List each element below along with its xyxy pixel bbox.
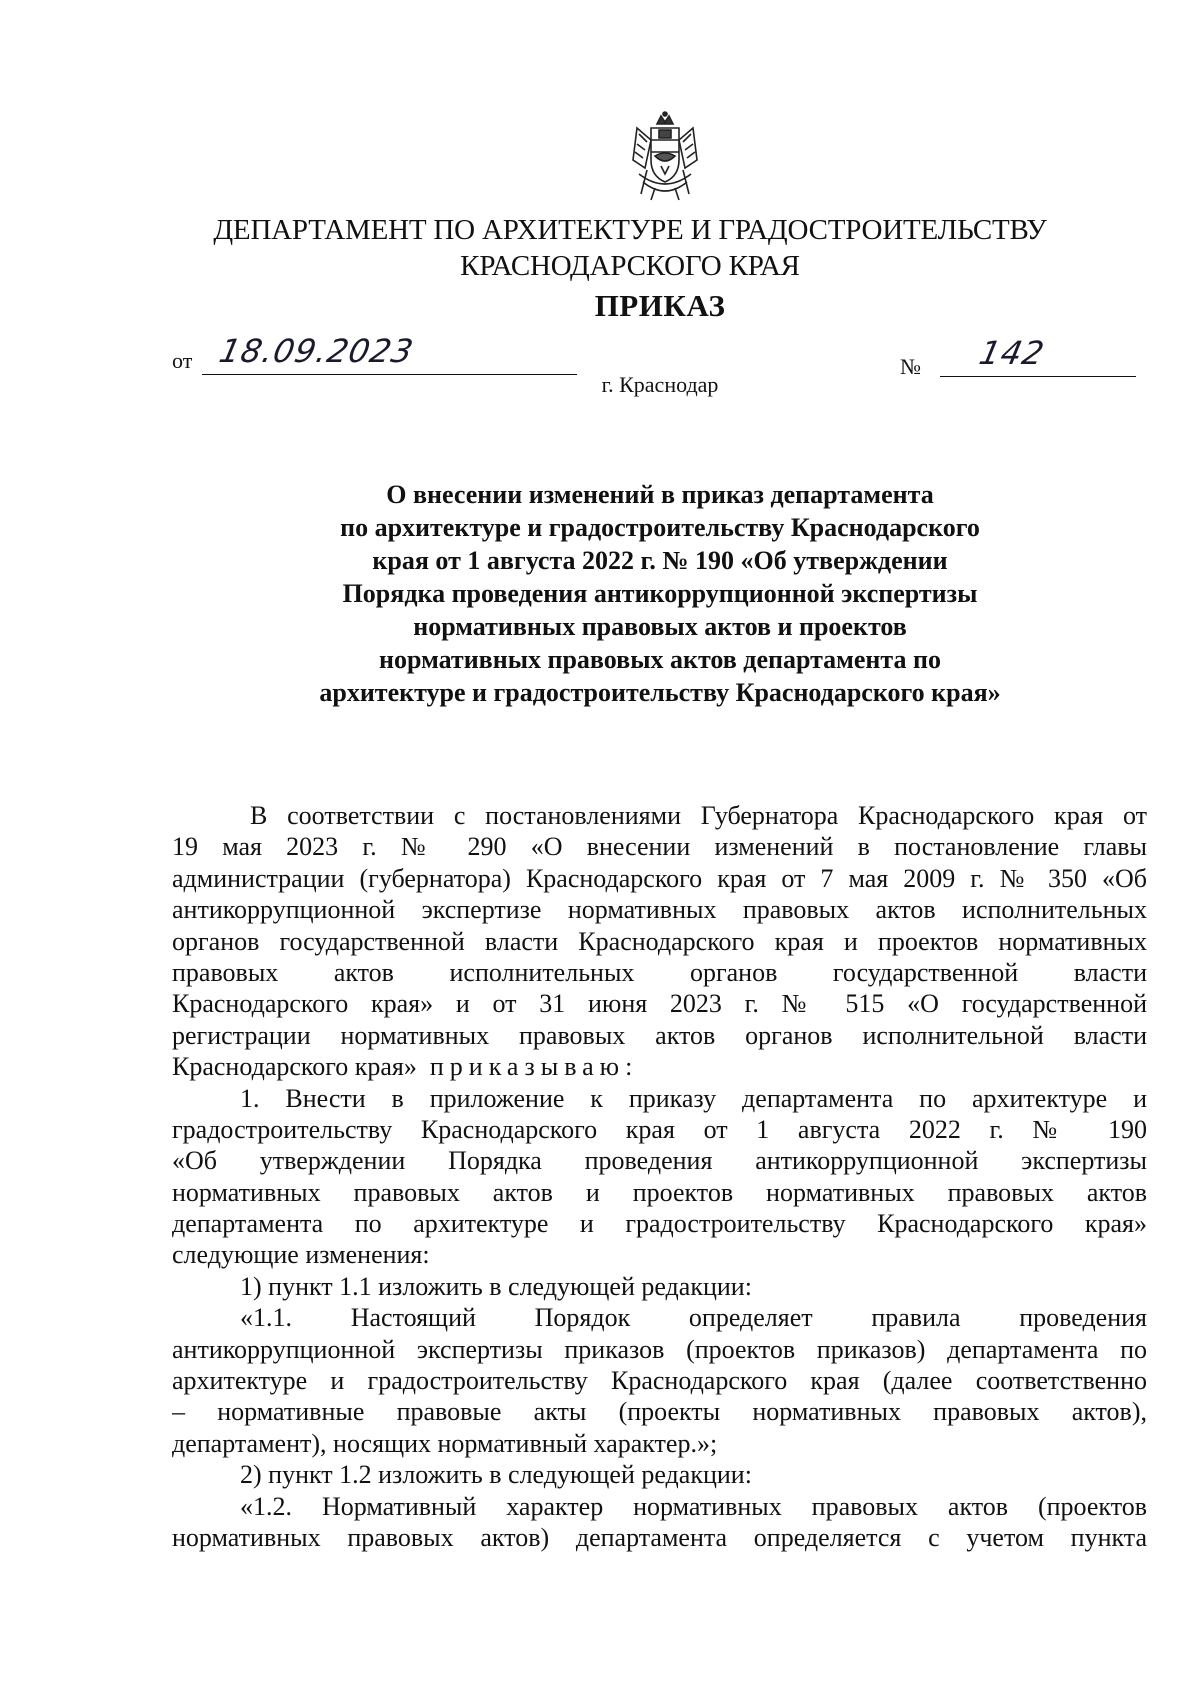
body-line: архитектуре и градостроительству Краснодарского края (далее соответственно xyxy=(172,1366,1147,1396)
body-line xyxy=(172,1051,1147,1082)
body-line: антикоррупционной экспертизы приказов (проектов приказов) департамента по xyxy=(172,1334,1147,1364)
body-line: следующие изменения: xyxy=(172,1240,430,1270)
body-line: нормативных правовых актов) департамента определяется с учетом пункта xyxy=(172,1522,1147,1552)
subject-line: края от 1 августа 2022 г. № 190 «Об утверждении xyxy=(372,546,948,575)
handwritten-number: 142 xyxy=(975,334,1049,372)
document-type: ПРИКАЗ xyxy=(594,288,726,323)
body-line: 19 мая 2023 г. № 290 «О внесении изменений в постановление главы xyxy=(172,832,1147,862)
order-subject xyxy=(230,478,1090,709)
body-line: В соответствии с постановлениями Губернатора Краснодарского края от xyxy=(250,801,1147,830)
body-line: 1) пункт 1.1 изложить в следующей редакции: xyxy=(240,1271,752,1301)
department-name xyxy=(150,212,1110,284)
subject-line: нормативных правовых актов и проектов xyxy=(413,612,907,641)
body-line: администрации (губернатора) Краснодарского края от 7 мая 2009 г. № 350 «Об xyxy=(172,863,1147,893)
handwritten-date: 18.09.2023 xyxy=(215,332,418,370)
subject-line: по архитектуре и градостроительству Краснодарского xyxy=(340,513,980,542)
preamble-last: Краснодарского края» xyxy=(172,1052,417,1082)
coat-of-arms-icon xyxy=(625,110,705,202)
body-line: Краснодарского края» и от 31 июня 2023 г. № 515 «О государственной xyxy=(172,989,1147,1019)
body-line: регистрации нормативных правовых актов органов исполнительной власти xyxy=(172,1020,1147,1050)
body-line: правовых актов исполнительных органов государственной власти xyxy=(172,957,1147,987)
body-line: градостроительству Краснодарского края от 1 августа 2022 г. № 190 xyxy=(172,1114,1147,1144)
body-line: «1.1. Настоящий Порядок определяет правила проведения xyxy=(240,1303,1147,1333)
subject-line: Порядка проведения антикоррупционной экспертизы xyxy=(342,579,978,608)
body-line: департамент), носящих нормативный характер.»; xyxy=(172,1428,718,1458)
body-line: 1. Внести в приложение к приказу департамента по архитектуре и xyxy=(240,1083,1147,1113)
body-line: органов государственной власти Краснодарского края и проектов нормативных xyxy=(172,926,1147,956)
subject-line: О внесении изменений в приказ департамента xyxy=(386,480,934,509)
order-body xyxy=(172,800,1147,1553)
city: г. Краснодар xyxy=(601,372,719,397)
number-prefix: № xyxy=(900,354,921,379)
department-name-line1: ДЕПАРТАМЕНТ ПО АРХИТЕКТУРЕ И ГРАДОСТРОИТЕЛЬСТВУ xyxy=(213,214,1047,246)
subject-line: архитектуре и градостроительству Краснодарского края» xyxy=(319,678,1001,707)
order-word: приказываю: xyxy=(429,1052,639,1082)
body-line: департамента по архитектуре и градостроительству Краснодарского края» xyxy=(172,1209,1147,1239)
body-line: «1.2. Нормативный характер нормативных правовых актов (проектов xyxy=(240,1491,1147,1521)
body-line: «Об утверждении Порядка проведения антикоррупционной экспертизы xyxy=(172,1146,1147,1176)
date-prefix: от xyxy=(172,348,193,373)
subject-line: нормативных правовых актов департамента по xyxy=(379,645,941,674)
body-line: антикоррупционной экспертизе нормативных правовых актов исполнительных xyxy=(172,895,1147,925)
body-line: – нормативные правовые акты (проекты нормативных правовых актов), xyxy=(172,1397,1147,1427)
body-line: 2) пункт 1.2 изложить в следующей редакции: xyxy=(240,1460,752,1490)
department-name-line2: КРАСНОДАРСКОГО КРАЯ xyxy=(460,250,800,282)
body-line: нормативных правовых актов и проектов нормативных правовых актов xyxy=(172,1177,1147,1207)
